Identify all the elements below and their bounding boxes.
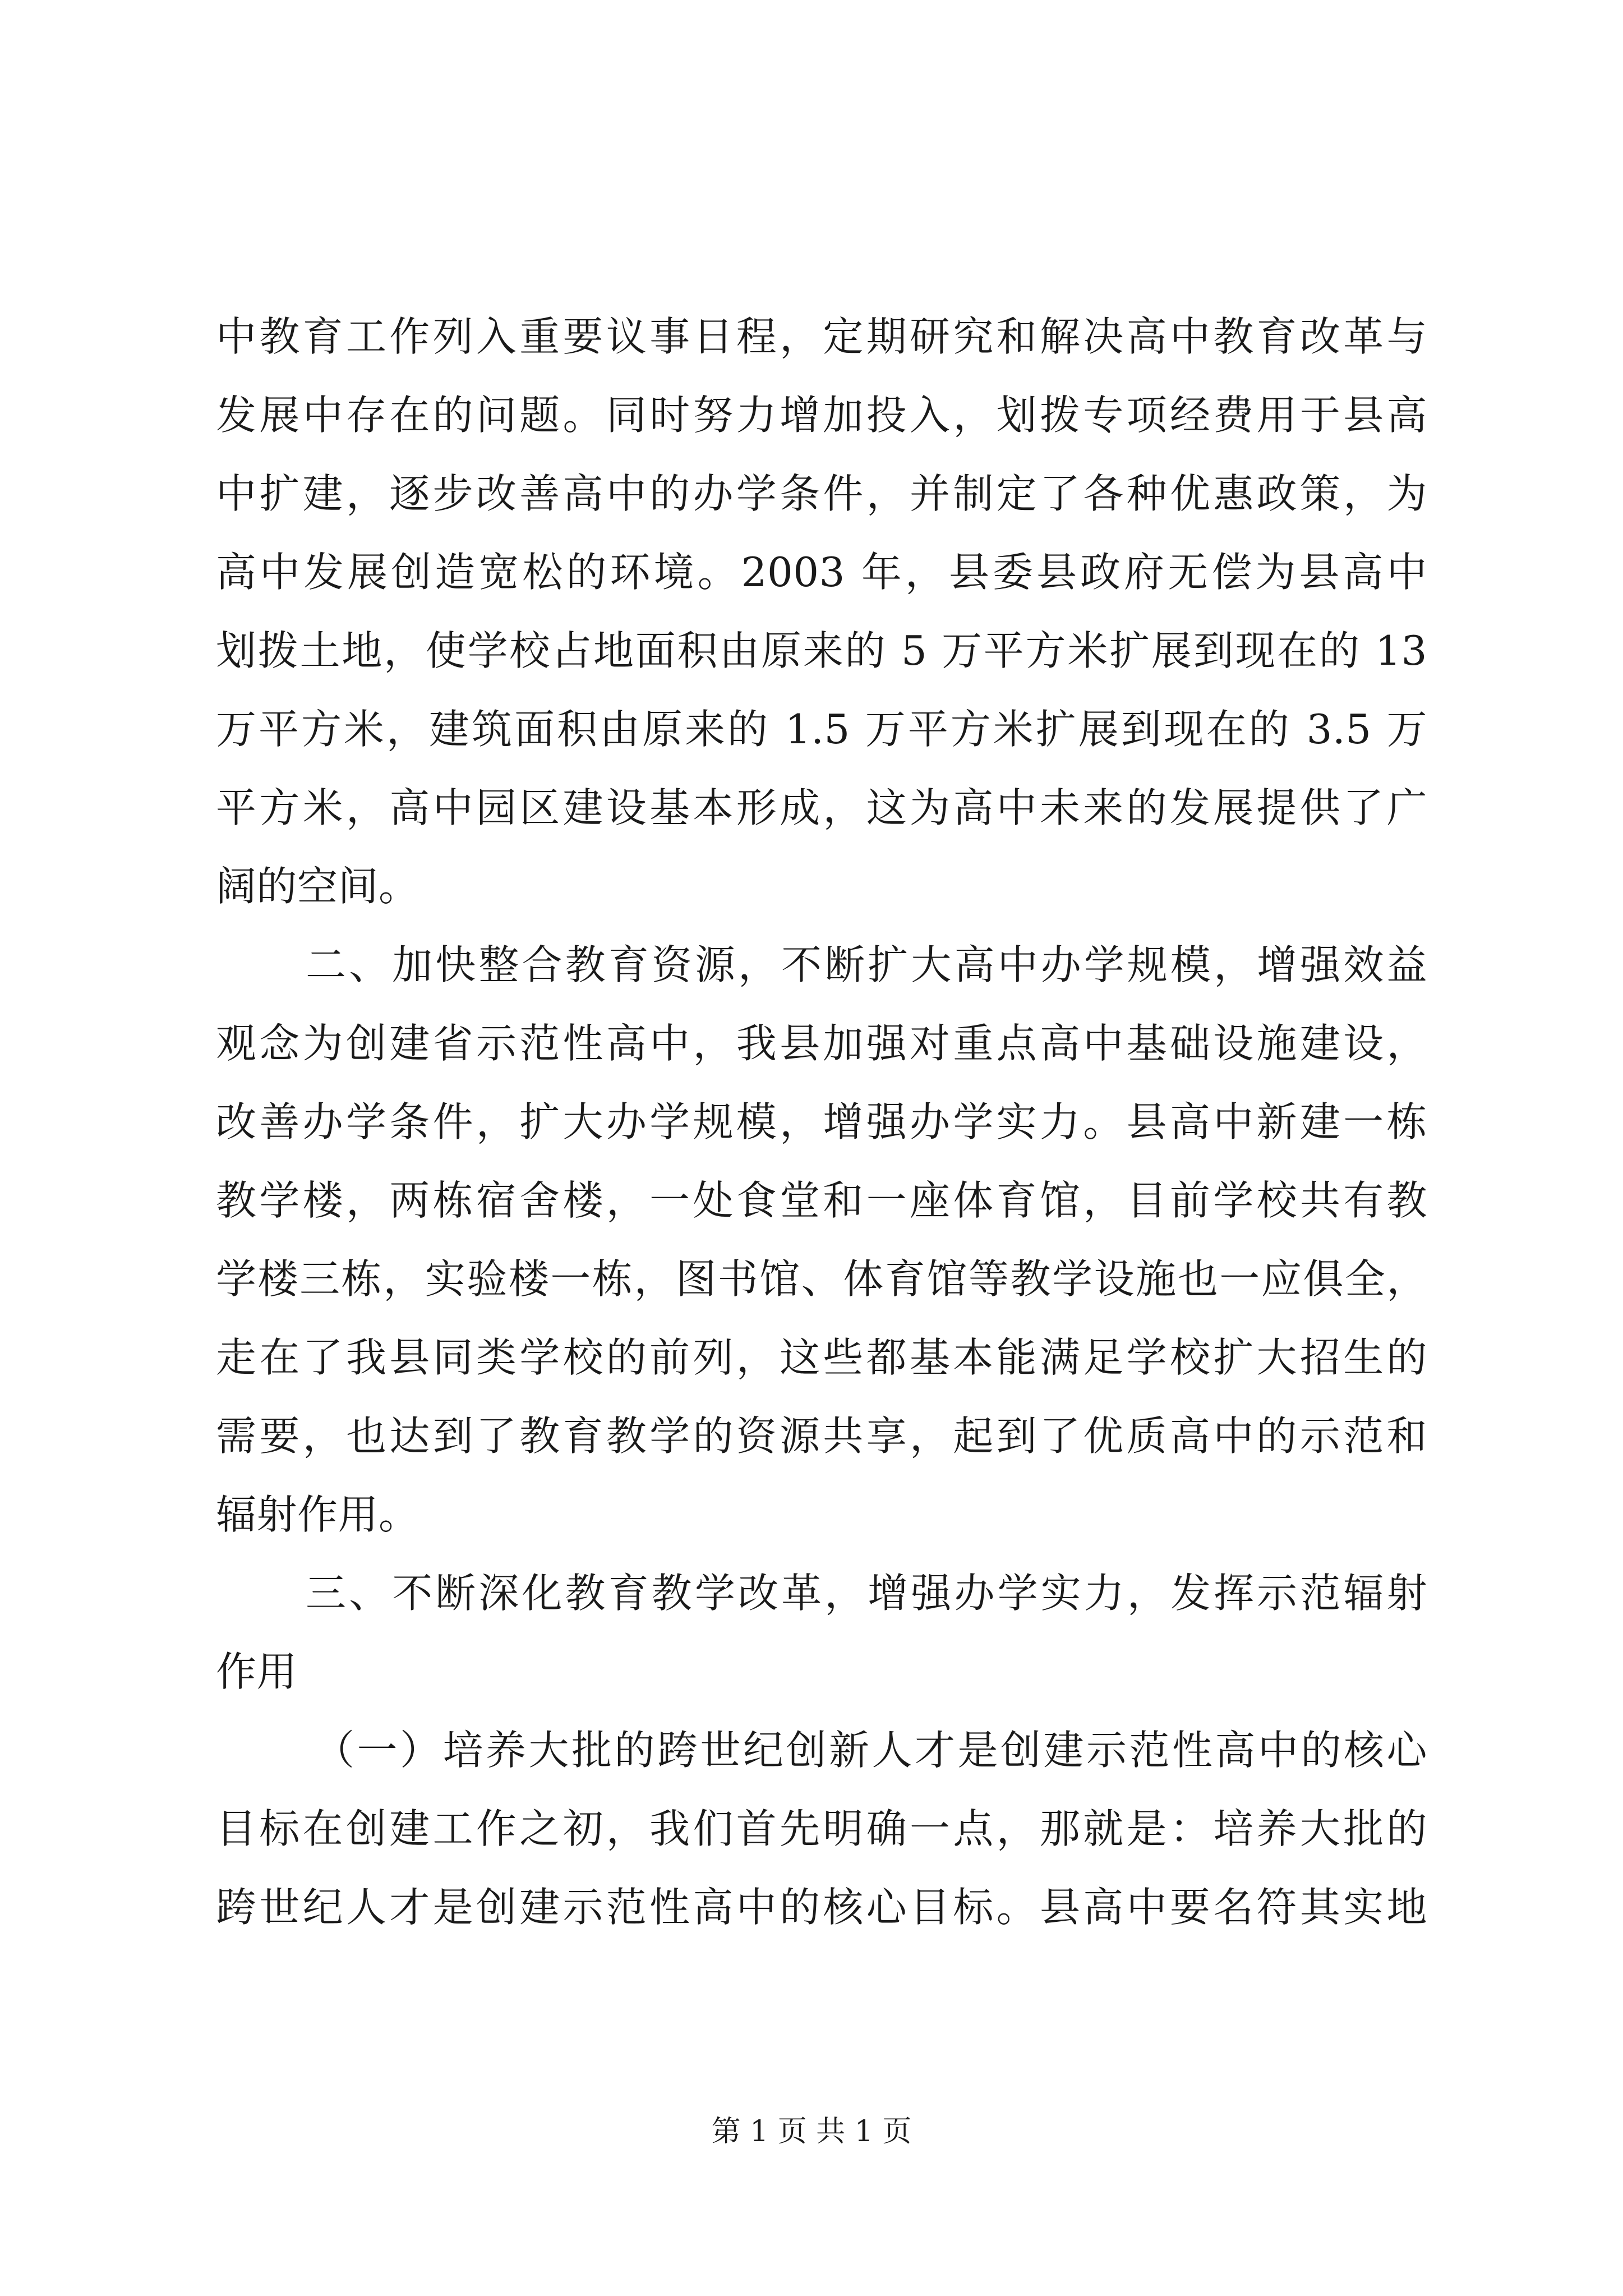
text-line: 发展中存在的问题。同时努力增加投入，划拨专项经费用于县高 bbox=[216, 392, 1427, 439]
section-heading: 二、加快整合教育资源，不断扩大高中办学规模，增强效益 bbox=[306, 941, 1427, 988]
text-line: 高中发展创造宽松的环境。2003 年，县委县政府无偿为县高中 bbox=[216, 549, 1427, 596]
text-line: 需要，也达到了教育教学的资源共享，起到了优质高中的示范和 bbox=[216, 1412, 1427, 1460]
section-heading: 三、不断深化教育教学改革，增强办学实力，发挥示范辐射 bbox=[306, 1570, 1427, 1617]
page-footer: 第 1 页 共 1 页 bbox=[711, 2115, 912, 2148]
text-line: 划拨土地，使学校占地面积由原来的 5 万平方米扩展到现在的 13 bbox=[216, 627, 1427, 674]
text-line: 学楼三栋，实验楼一栋，图书馆、体育馆等教学设施也一应俱全， bbox=[216, 1255, 1427, 1303]
text-line: 教学楼，两栋宿舍楼，一处食堂和一座体育馆，目前学校共有教 bbox=[216, 1177, 1427, 1224]
text-line: 中教育工作列入重要议事日程，定期研究和解决高中教育改革与 bbox=[216, 313, 1427, 360]
text-line: 平方米，高中园区建设基本形成，这为高中未来的发展提供了广 bbox=[216, 784, 1427, 831]
text-line: 观念为创建省示范性高中，我县加强对重点高中基础设施建设， bbox=[216, 1020, 1427, 1067]
text-line: 辐射作用。 bbox=[216, 1491, 419, 1538]
text-line: 走在了我县同类学校的前列，这些都基本能满足学校扩大招生的 bbox=[216, 1334, 1427, 1381]
text-line: 阔的空间。 bbox=[216, 863, 419, 910]
text-line: 作用 bbox=[216, 1648, 298, 1695]
subsection-heading: （一）培养大批的跨世纪创新人才是创建示范性高中的核心 bbox=[314, 1727, 1427, 1774]
text-line: 改善办学条件，扩大办学规模，增强办学实力。县高中新建一栋 bbox=[216, 1098, 1427, 1145]
text-line: 万平方米，建筑面积由原来的 1.5 万平方米扩展到现在的 3.5 万 bbox=[216, 706, 1427, 753]
text-line: 目标在创建工作之初，我们首先明确一点，那就是：培养大批的 bbox=[216, 1805, 1427, 1852]
text-line: 中扩建，逐步改善高中的办学条件，并制定了各种优惠政策，为 bbox=[216, 470, 1427, 517]
text-line: 跨世纪人才是创建示范性高中的核心目标。县高中要名符其实地 bbox=[216, 1884, 1427, 1931]
